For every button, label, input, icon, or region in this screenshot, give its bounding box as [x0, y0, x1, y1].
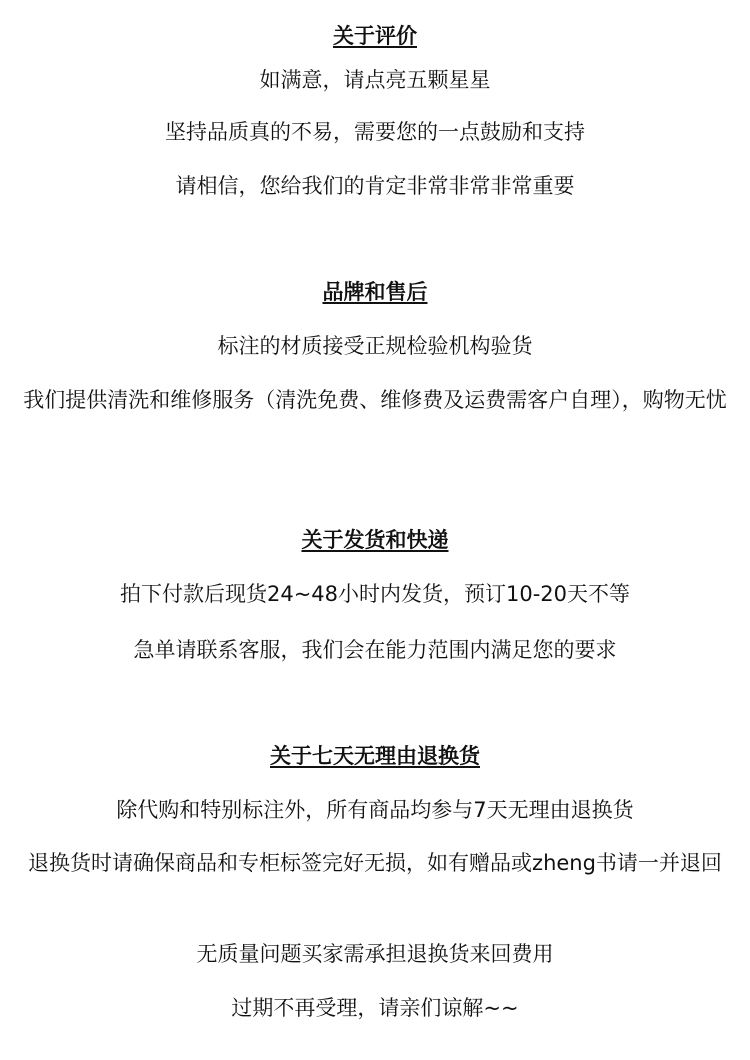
- shipping-line-1: 拍下付款后现货24~48小时内发货，预订10-20天不等: [119, 582, 631, 606]
- section-heading-review: 关于评价: [333, 24, 417, 48]
- section-heading-shipping: 关于发货和快递: [301, 528, 449, 552]
- section-heading-brand-aftersales: 品牌和售后: [322, 280, 428, 304]
- review-line-1: 如满意，请点亮五颗星星: [259, 68, 491, 92]
- returns-line-2: 退换货时请确保商品和专柜标签完好无损，如有赠品或zheng书请一并退回: [28, 851, 722, 875]
- section-heading-returns: 关于七天无理由退换货: [270, 744, 480, 768]
- returns-line-4: 过期不再受理，请亲们谅解~~: [231, 996, 519, 1020]
- review-line-3: 请相信，您给我们的肯定非常非常非常重要: [175, 174, 575, 198]
- shipping-line-2: 急单请联系客服，我们会在能力范围内满足您的要求: [133, 638, 617, 662]
- returns-line-1: 除代购和特别标注外，所有商品均参与7天无理由退换货: [116, 798, 634, 822]
- brand-line-1: 标注的材质接受正规检验机构验货: [217, 334, 533, 358]
- review-line-2: 坚持品质真的不易，需要您的一点鼓励和支持: [165, 120, 585, 144]
- brand-line-2: 我们提供清洗和维修服务（清洗免费、维修费及运费需客户自理），购物无忧: [23, 388, 727, 412]
- returns-line-3: 无质量问题买家需承担退换货来回费用: [196, 942, 554, 966]
